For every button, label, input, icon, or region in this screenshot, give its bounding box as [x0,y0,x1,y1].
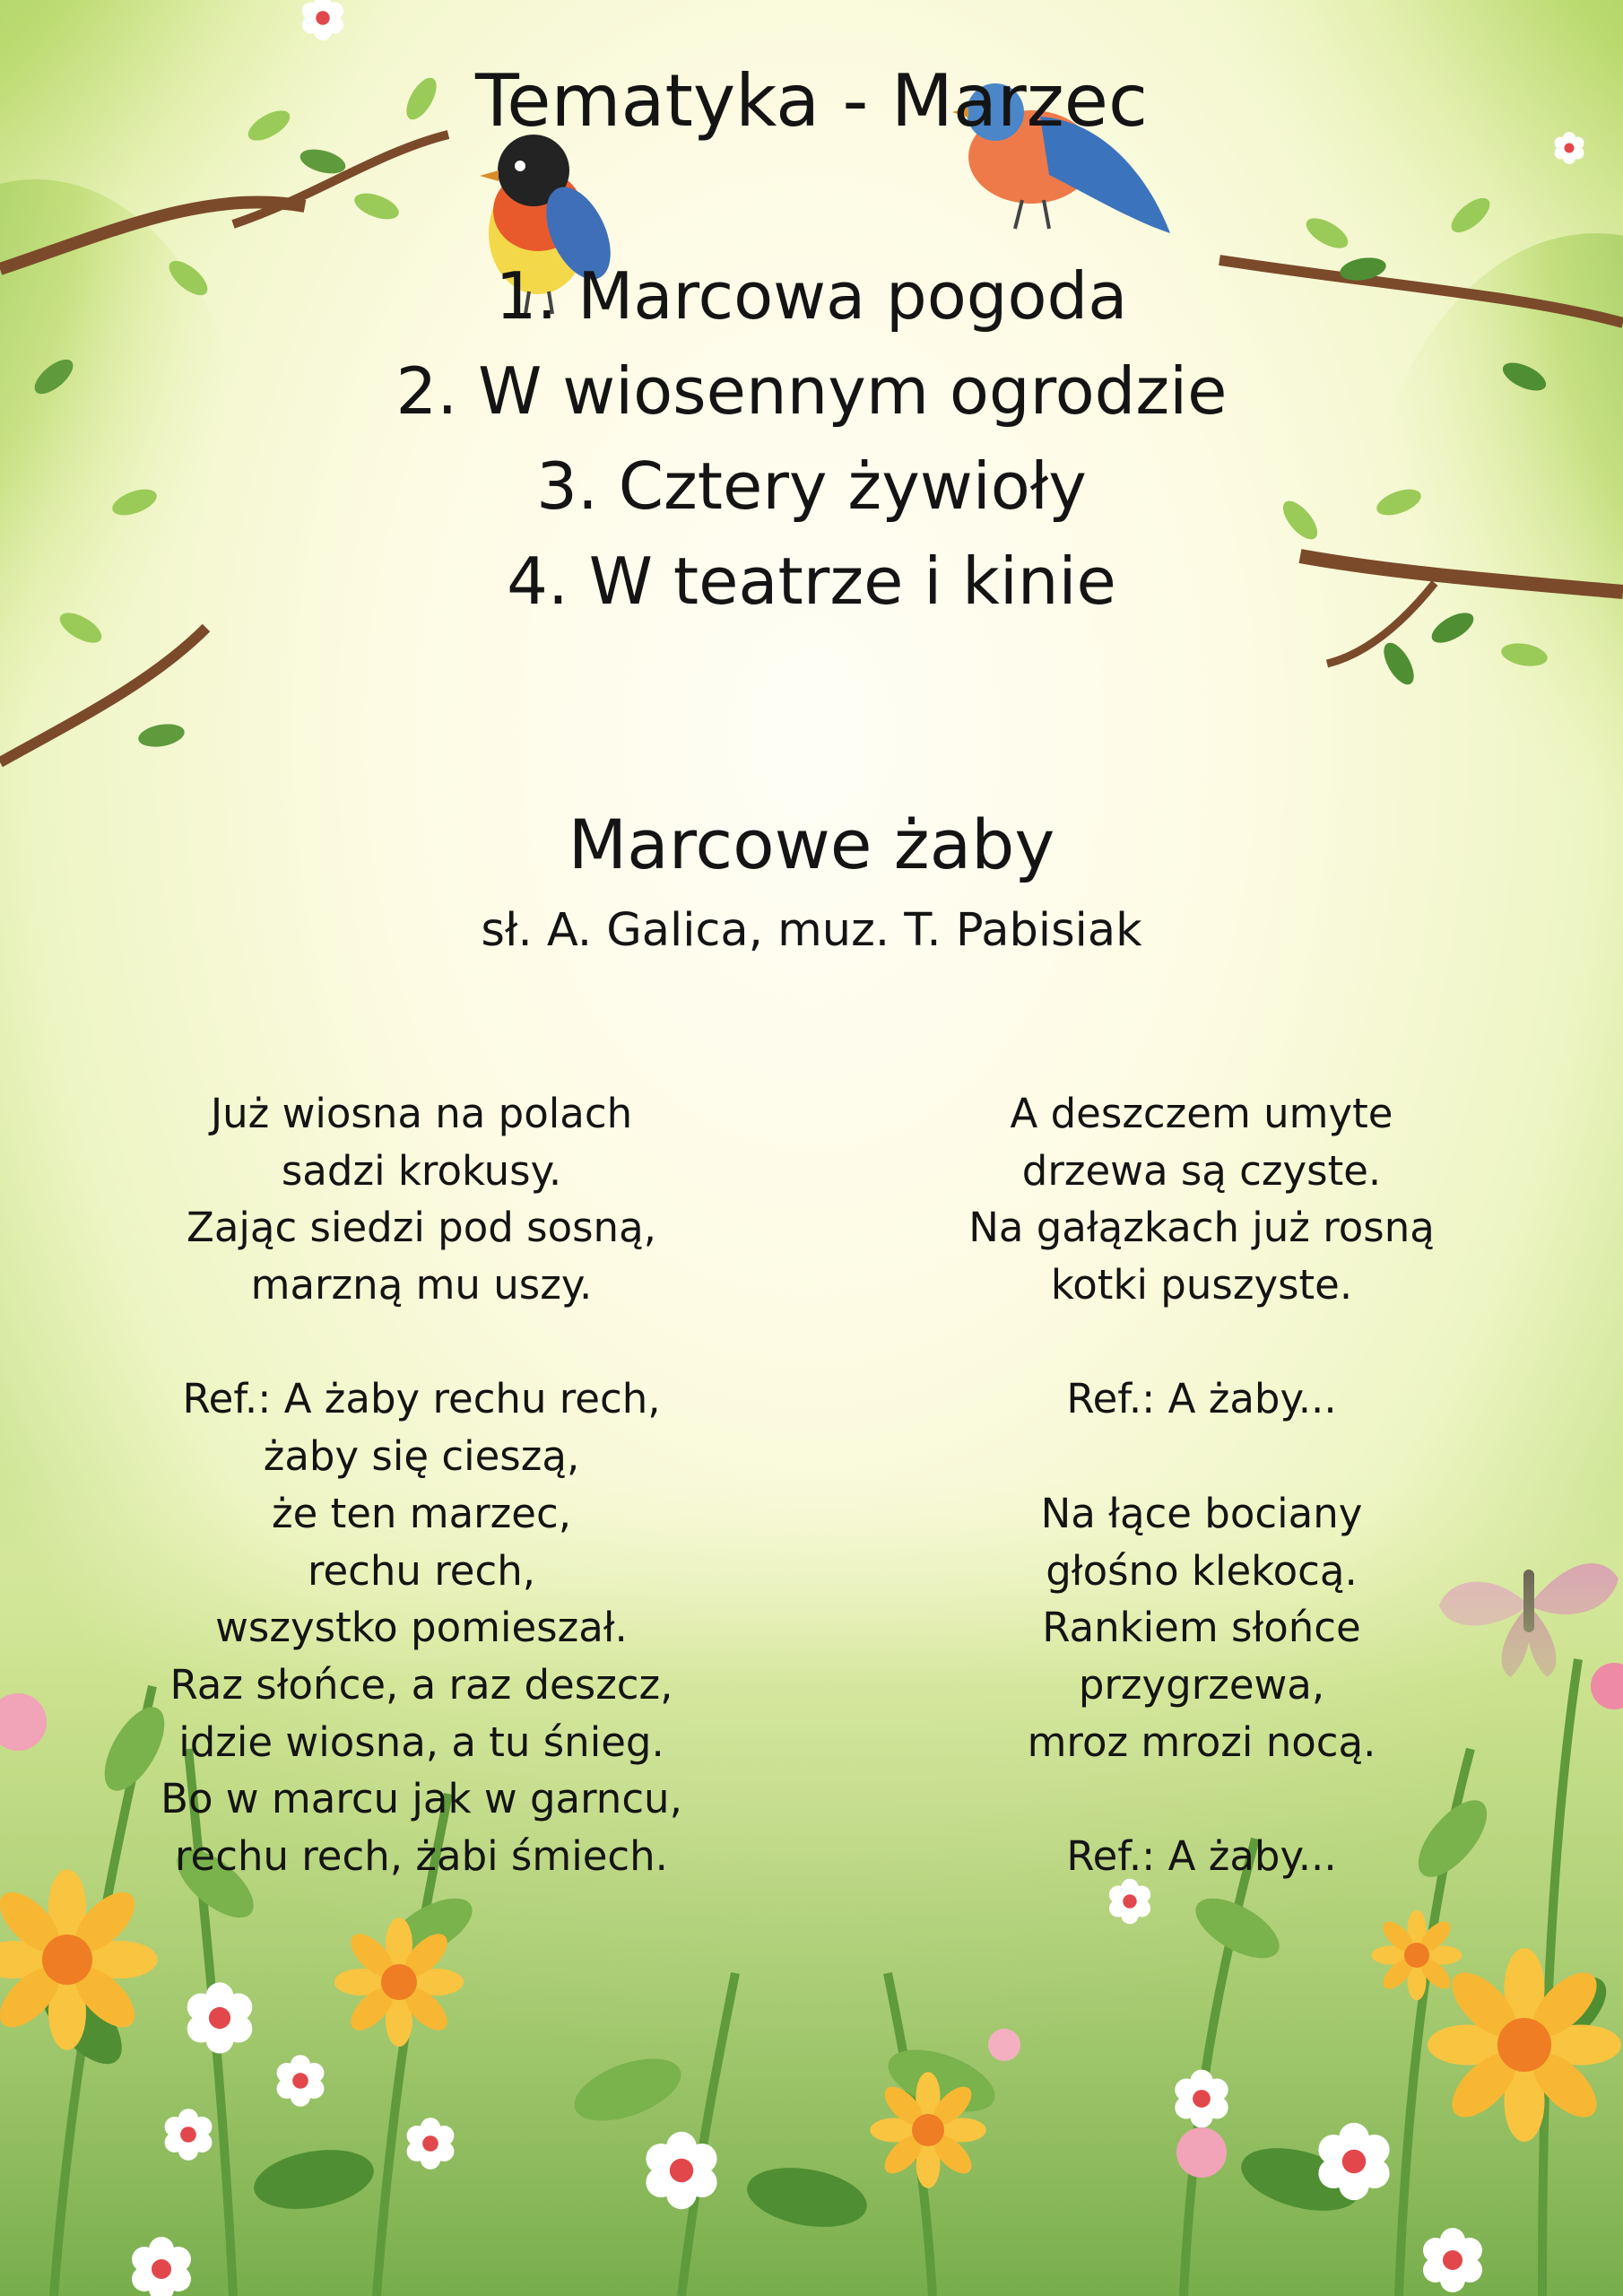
topic-item: 2. W wiosennym ogrodzie [395,353,1228,429]
lyric-line: że ten marzec, [271,1489,572,1537]
lyric-line: Ref.: A żaby rechu rech, [182,1375,661,1423]
lyric-line: Ref.: A żaby... [1066,1375,1337,1423]
lyric-line: idzie wiosna, a tu śnieg. [178,1718,664,1766]
lyric-line: żaby się cieszą, [263,1432,580,1481]
stanza-gap [888,1428,1515,1485]
lyric-line: rechu rech, żabi śmiech. [175,1831,668,1880]
lyric-line: Już wiosna na polach [210,1090,633,1137]
lyric-line: przygrzewa, [1078,1660,1325,1709]
lyric-line: Raz słońce, a raz deszcz, [169,1660,673,1709]
lyric-line: kotki puszyste. [1050,1261,1353,1309]
topic-item: 3. Cztery żywioły [536,448,1087,524]
stanza-gap [108,1314,735,1371]
lyric-line: Na gałązkach już rosną [968,1204,1435,1252]
lyric-line: mroz mrozi nocą. [1027,1718,1376,1766]
topic-item: 1. Marcowa pogoda [495,258,1128,334]
lyric-line: Rankiem słońce [1042,1604,1361,1652]
lyrics-right-column [888,1085,1515,1885]
page-title: Tematyka - Marzec [475,59,1148,143]
lyric-line: rechu rech, [307,1546,536,1595]
lyric-line: sadzi krokusy. [281,1146,562,1195]
lyric-line: Ref.: A żaby... [1066,1831,1337,1880]
stanza-gap [888,1314,1515,1371]
lyric-line: A deszczem umyte [1010,1090,1393,1137]
lyric-line: Na łące bociany [1040,1489,1363,1537]
lyrics-left-column [108,1085,735,1885]
lyric-line: marzną mu uszy. [250,1261,593,1309]
lyric-line: Bo w marcu jak w garncu, [161,1775,682,1823]
lyric-line: drzewa są czyste. [1021,1146,1382,1195]
song-title: Marcowe żaby [568,804,1055,884]
song-credits: sł. A. Galica, muz. T. Pabisiak [481,904,1142,957]
topic-item: 4. W teatrze i kinie [507,544,1116,619]
lyric-line: głośno klekocą. [1046,1546,1358,1595]
lyric-line: Zając siedzi pod sosną, [187,1204,656,1252]
lyric-line: wszystko pomieszał. [215,1604,628,1652]
stanza-gap [888,1770,1515,1828]
